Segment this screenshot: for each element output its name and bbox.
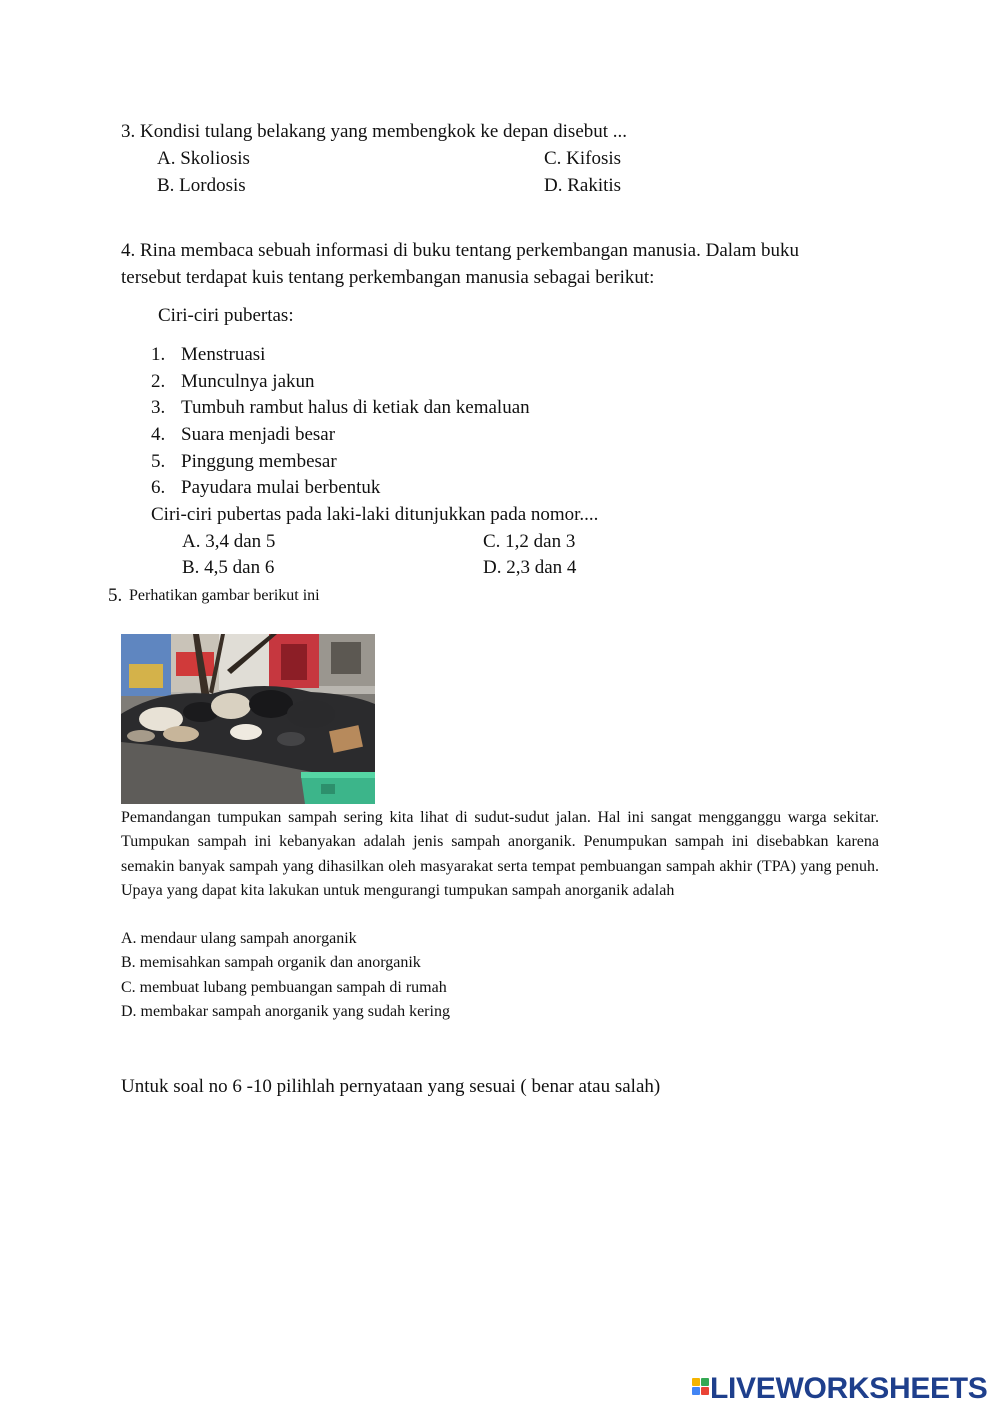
q4-item-text: Munculnya jakun xyxy=(181,371,315,392)
q4-option-a[interactable]: A. 3,4 dan 5 xyxy=(182,531,276,552)
q3-option-a[interactable]: A. Skoliosis xyxy=(157,148,250,169)
q5-paragraph: Pemandangan tumpukan sampah sering kita lihat di sudut-sudut jalan. Hal ini sangat mengganggu warga sekitar. Tumpukan sampah ini kebanyakan adalah jenis sampah anorganik. Penumpukan sampah ini disebabkan karena semakin banyak sampah yang dihasilkan oleh masyarakat serta tempat pembuangan sampah akhir (TPA) yang penuh. Upaya yang dapat kita lakukan untuk mengurangi tumpukan sampah anorganik adalah xyxy=(121,809,879,899)
q4-prompt: Ciri-ciri pubertas pada laki-laki ditunjukkan pada nomor.... xyxy=(151,504,599,525)
q3-option-c[interactable]: C. Kifosis xyxy=(544,148,622,169)
q4-option-b[interactable]: B. 4,5 dan 6 xyxy=(182,557,275,578)
q4-option-d[interactable]: D. 2,3 dan 4 xyxy=(483,557,577,578)
liveworksheets-logo xyxy=(690,1372,990,1406)
logo-square-icon xyxy=(701,1378,709,1386)
q4-item-number: 5. xyxy=(151,451,166,472)
q5-option-a[interactable]: A. mendaur ulang sampah anorganik xyxy=(121,930,357,947)
q4-item-number: 3. xyxy=(151,397,166,418)
q4-item-number: 4. xyxy=(151,424,166,445)
q4-item-text: Tumbuh rambut halus di ketiak dan kemaluan xyxy=(181,397,530,418)
q5-number: 5. xyxy=(108,585,123,606)
q3-option-b[interactable]: B. Lordosis xyxy=(157,175,246,196)
logo-text: LIVEWORKSHEETS xyxy=(710,1372,988,1405)
q4-item-text: Suara menjadi besar xyxy=(181,424,336,445)
q4-item-text: Menstruasi xyxy=(181,344,266,365)
q5-option-b[interactable]: B. memisahkan sampah organik dan anorganik xyxy=(121,954,421,971)
garbage-pile-photo xyxy=(121,634,375,804)
q3-question: 3. Kondisi tulang belakang yang membengkok ke depan disebut ... xyxy=(121,121,628,142)
q4-question-line1: 4. Rina membaca sebuah informasi di buku tentang perkembangan manusia. Dalam buku xyxy=(121,240,800,261)
q4-item-number: 6. xyxy=(151,477,166,498)
logo-square-icon xyxy=(692,1378,700,1386)
q4-item-text: Pinggung membesar xyxy=(181,451,337,472)
q4-option-c[interactable]: C. 1,2 dan 3 xyxy=(483,531,576,552)
q4-list-title: Ciri-ciri pubertas: xyxy=(158,305,294,326)
q3-option-d[interactable]: D. Rakitis xyxy=(544,175,622,196)
q5-option-c[interactable]: C. membuat lubang pembuangan sampah di rumah xyxy=(121,979,447,996)
logo-square-icon xyxy=(701,1387,709,1395)
q4-question-line2: tersebut terdapat kuis tentang perkembangan manusia sebagai berikut: xyxy=(121,267,655,288)
q4-item-text: Payudara mulai berbentuk xyxy=(181,477,381,498)
q4-item-number: 1. xyxy=(151,344,166,365)
instruction-text: Untuk soal no 6 -10 pilihlah pernyataan yang sesuai ( benar atau salah) xyxy=(121,1076,661,1097)
q5-title: Perhatikan gambar berikut ini xyxy=(129,587,320,604)
q5-option-d[interactable]: D. membakar sampah anorganik yang sudah kering xyxy=(121,1003,450,1020)
q4-item-number: 2. xyxy=(151,371,166,392)
logo-square-icon xyxy=(692,1387,700,1395)
